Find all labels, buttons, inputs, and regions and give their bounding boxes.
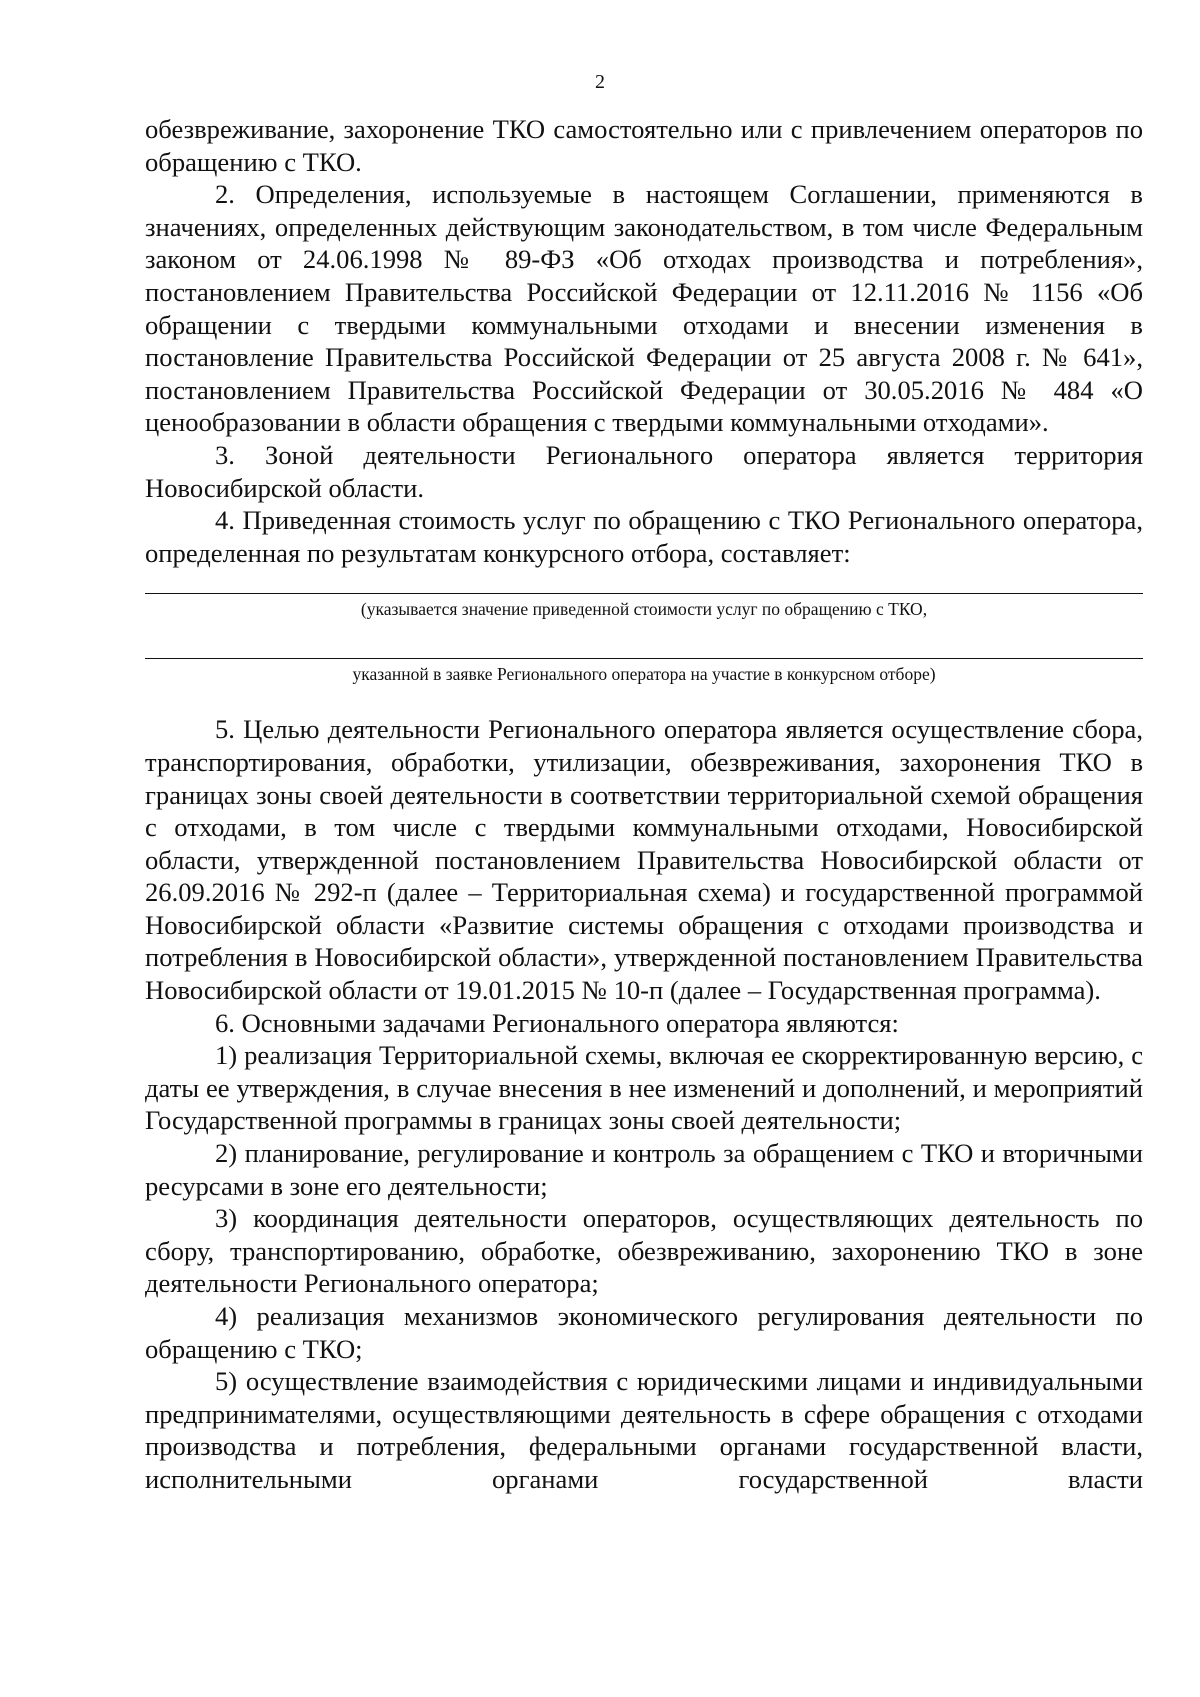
- paragraph-4-cost: 4. Приведенная стоимость услуг по обращению с ТКО Регионального оператора, определенная по результатам конкурсного отбора, составляет:: [145, 505, 1143, 568]
- page-number: 2: [595, 71, 605, 93]
- paragraph-5-purpose: 5. Целью деятельности Регионального оператора является осуществление сбора, транспортирования, обработки, утилизации, обезвреживания, захоронения ТКО в границах зоны своей деятельности в соответствии территориальной схемой обращения с отходами, в том числе с твердыми коммунальными отходами, Новосибирской области, утвержденной постановлением Правительства Новосибирской области от 26.09.2016 № 292-п (далее – Территориальная схема) и государственной программой Новосибирской области «Развитие системы обращения с отходами производства и потребления в Новосибирской области», утвержденной постановлением Правительства Новосибирской области от 19.01.2015 № 10-п (далее – Государственная программа).: [145, 714, 1143, 1006]
- task-item-4: 4) реализация механизмов экономического регулирования деятельности по обращению с ТКО;: [145, 1301, 1143, 1364]
- task-item-2: 2) планирование, регулирование и контроль за обращением с ТКО и вторичными ресурсами в зоне его деятельности;: [145, 1138, 1143, 1201]
- task-item-5: 5) осуществление взаимодействия с юридическими лицами и индивидуальными предпринимателями, осуществляющими деятельность в сфере обращения с отходами производства и потребления, федеральными органами государственной власти, исполнительными органами государственной власти: [145, 1366, 1143, 1494]
- fill-in-caption: (указывается значение приведенной стоимости услуг по обращению с ТКО,: [360, 599, 928, 620]
- paragraph-2-definitions: 2. Определения, используемые в настоящем Соглашении, применяются в значениях, определенных действующим законодательством, в том числе Федеральным законом от 24.06.1998 № 89-ФЗ «Об отходах производства и потребления», постановлением Правительства Российской Федерации от 12.11.2016 № 1156 «Об обращении с твердыми коммунальными отходами и внесении изменения в постановление Правительства Российской Федерации от 25 августа 2008 г. № 641», постановлением Правительства Российской Федерации от 30.05.2016 № 484 «О ценообразовании в области обращения с твердыми коммунальными отходами».: [145, 179, 1143, 438]
- fill-in-caption: указанной в заявке Регионального оператора на участие в конкурсном отборе): [352, 664, 936, 685]
- fill-in-line: [145, 571, 1143, 594]
- paragraph-3-zone: 3. Зоной деятельности Регионального оператора является территория Новосибирской области.: [145, 439, 1143, 503]
- task-item-1: 1) реализация Территориальной схемы, включая ее скорректированную версию, с даты ее утверждения, в случае внесения в нее изменений и дополнений, и мероприятий Государственной программы в границах зоны своей деятельности;: [145, 1040, 1143, 1136]
- document-body: [145, 113, 1143, 1496]
- paragraph-continuation: обезвреживание, захоронение ТКО самостоятельно или с привлечением операторов по обращению с ТКО.: [145, 114, 1143, 177]
- cost-fill-in-field: [145, 571, 1143, 685]
- task-item-3: 3) координация деятельности операторов, осуществляющих деятельность по сбору, транспортированию, обработке, обезвреживанию, захоронению ТКО в зоне деятельности Регионального оператора;: [145, 1203, 1143, 1299]
- fill-in-line: [145, 628, 1143, 659]
- paragraph-6-tasks: 6. Основными задачами Регионального оператора являются:: [215, 1007, 899, 1038]
